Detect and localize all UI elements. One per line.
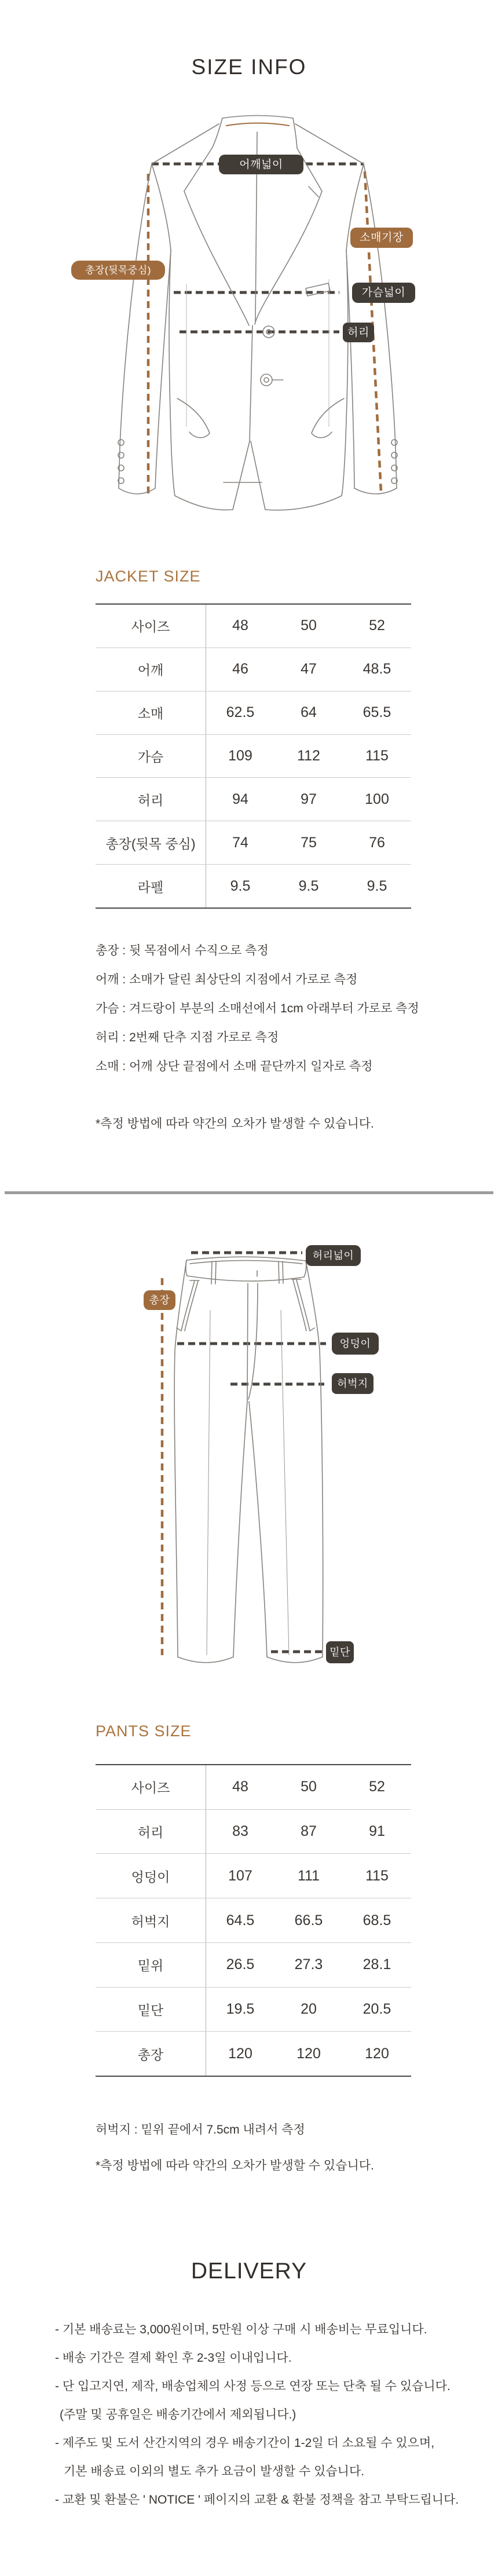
- cell-value: 47: [301, 661, 317, 678]
- jacket-sleeve-badge: 소매기장: [350, 228, 413, 248]
- jacket-measure-notes: [96, 945, 419, 1089]
- jacket-waist-badge: 허리: [343, 323, 374, 342]
- jacket-disclaimer: *측정 방법에 따라 약간의 오차가 발생할 수 있습니다.: [96, 1117, 374, 1130]
- table-row: [96, 777, 411, 821]
- cell-value: 111: [297, 1867, 320, 1884]
- size-option: 52: [369, 617, 385, 634]
- row-label: 허리: [96, 778, 206, 821]
- note-line: 총장 : 뒷 목점에서 수직으로 측정: [96, 944, 269, 957]
- pants-waist-badge: 허리넓이: [306, 1245, 361, 1266]
- row-label: 라펠: [96, 865, 206, 908]
- cell-value: 9.5: [367, 877, 387, 894]
- row-label: 허리: [96, 1810, 206, 1854]
- cell-value: 107: [228, 1867, 252, 1884]
- jacket-total-length-badge: 총장(뒷목중심): [71, 261, 165, 280]
- cell-value: 109: [228, 748, 252, 764]
- pants-measure-note: 허벅지 : 밑위 끝에서 7.5cm 내려서 측정: [96, 2123, 305, 2136]
- table-header-row: [96, 605, 411, 647]
- cell-value: 27.3: [294, 1956, 323, 1973]
- delivery-line: - 제주도 및 도서 산간지역의 경우 배송기간이 1-2일 더 소요될 수 있으며,: [55, 2436, 435, 2450]
- cell-value: 65.5: [362, 704, 391, 721]
- cell-value: 9.5: [230, 877, 251, 894]
- table-row: [96, 1809, 411, 1854]
- cell-value: 115: [365, 1867, 389, 1884]
- note-line: 소매 : 어깨 상단 끝점에서 소매 끝단까지 일자로 측정: [96, 1060, 373, 1073]
- table-row: [96, 2031, 411, 2076]
- jacket-size-table: [96, 603, 411, 909]
- delivery-line: (주말 및 공휴일은 배송기간에서 제외됩니다.): [60, 2408, 296, 2421]
- pants-size-table: [96, 1764, 411, 2077]
- delivery-info: [55, 2323, 459, 2522]
- cell-value: 20: [301, 2000, 317, 2017]
- cell-value: 94: [232, 791, 248, 807]
- section-divider: [5, 1191, 493, 1194]
- cell-value: 68.5: [362, 1912, 391, 1929]
- row-label: 총장: [96, 2032, 206, 2076]
- row-label: 가슴: [96, 735, 206, 778]
- cell-value: 76: [369, 834, 385, 851]
- row-label: 허벅지: [96, 1898, 206, 1942]
- jacket-shoulder-badge: 어깨넓이: [219, 155, 303, 174]
- size-option: 52: [369, 1779, 385, 1795]
- cell-value: 120: [296, 2045, 321, 2062]
- table-row: [96, 691, 411, 734]
- cell-value: 120: [228, 2045, 252, 2062]
- page-title: SIZE INFO: [191, 55, 307, 79]
- pants-total-length-badge: 총장: [144, 1290, 175, 1310]
- row-label: 밑단: [96, 1988, 206, 2032]
- cell-value: 74: [232, 834, 248, 851]
- size-option: 48: [232, 617, 248, 634]
- cell-value: 120: [365, 2045, 389, 2062]
- cell-value: 28.1: [362, 1956, 391, 1973]
- cell-value: 62.5: [226, 704, 255, 721]
- cell-value: 9.5: [298, 877, 319, 894]
- pants-diagram: [0, 1234, 498, 1674]
- size-header-label: 사이즈: [96, 1765, 206, 1809]
- delivery-title: DELIVERY: [191, 2259, 307, 2284]
- table-row: [96, 1853, 411, 1898]
- cell-value: 64.5: [226, 1912, 255, 1929]
- table-row: [96, 734, 411, 778]
- table-row: [96, 864, 411, 908]
- table-row: [96, 821, 411, 864]
- table-row: [96, 1987, 411, 2032]
- table-row: [96, 1898, 411, 1942]
- pants-hem-badge: 밑단: [326, 1641, 354, 1663]
- size-header-label: 사이즈: [96, 605, 206, 647]
- cell-value: 26.5: [226, 1956, 255, 1973]
- row-label: 어깨: [96, 648, 206, 691]
- delivery-line: - 교환 및 환불은 ' NOTICE ' 페이지의 교환 & 환불 정책을 참고 부탁드립니다.: [55, 2493, 459, 2507]
- pants-disclaimer: *측정 방법에 따라 약간의 오차가 발생할 수 있습니다.: [96, 2159, 374, 2172]
- cell-value: 20.5: [362, 2000, 391, 2017]
- note-line: 허리 : 2번째 단추 지점 가로로 측정: [96, 1031, 279, 1044]
- table-row: [96, 647, 411, 691]
- note-line: 어깨 : 소매가 달린 최상단의 지점에서 가로로 측정: [96, 973, 358, 986]
- jacket-size-title: JACKET SIZE: [96, 568, 201, 585]
- delivery-line: - 배송 기간은 결제 확인 후 2-3일 이내입니다.: [55, 2351, 292, 2365]
- row-label: 소매: [96, 691, 206, 734]
- cell-value: 100: [365, 791, 389, 807]
- cell-value: 115: [365, 748, 389, 764]
- cell-value: 87: [301, 1823, 317, 1840]
- row-label: 밑위: [96, 1943, 206, 1987]
- jacket-chest-badge: 가슴넓이: [352, 283, 415, 303]
- pants-hip-badge: 엉덩이: [332, 1333, 379, 1355]
- cell-value: 75: [301, 834, 317, 851]
- size-option: 50: [301, 1779, 317, 1795]
- pants-size-title: PANTS SIZE: [96, 1722, 192, 1740]
- cell-value: 91: [369, 1823, 385, 1840]
- cell-value: 46: [232, 661, 248, 678]
- cell-value: 83: [232, 1823, 248, 1840]
- delivery-line: 기본 배송료 이외의 별도 추가 요금이 발생할 수 있습니다.: [64, 2465, 365, 2478]
- cell-value: 97: [301, 791, 317, 807]
- row-label: 총장(뒷목 중심): [96, 821, 206, 864]
- note-line: 가슴 : 겨드랑이 부분의 소매선에서 1cm 아래부터 가로로 측정: [96, 1002, 419, 1015]
- table-row: [96, 1942, 411, 1987]
- cell-value: 64: [301, 704, 317, 721]
- delivery-line: - 기본 배송료는 3,000원이며, 5만원 이상 구매 시 배송비는 무료입니다.: [55, 2323, 427, 2336]
- table-header-row: [96, 1765, 411, 1809]
- cell-value: 48.5: [362, 661, 391, 678]
- row-label: 엉덩이: [96, 1854, 206, 1898]
- delivery-line: - 단 입고지연, 제작, 배송업체의 사정 등으로 연장 또는 단축 될 수 있습니다.: [55, 2380, 451, 2393]
- size-option: 50: [301, 617, 317, 634]
- pants-thigh-badge: 허벅지: [332, 1373, 374, 1394]
- cell-value: 66.5: [294, 1912, 323, 1929]
- cell-value: 112: [297, 748, 320, 764]
- cell-value: 19.5: [226, 2000, 255, 2017]
- size-option: 48: [232, 1779, 248, 1795]
